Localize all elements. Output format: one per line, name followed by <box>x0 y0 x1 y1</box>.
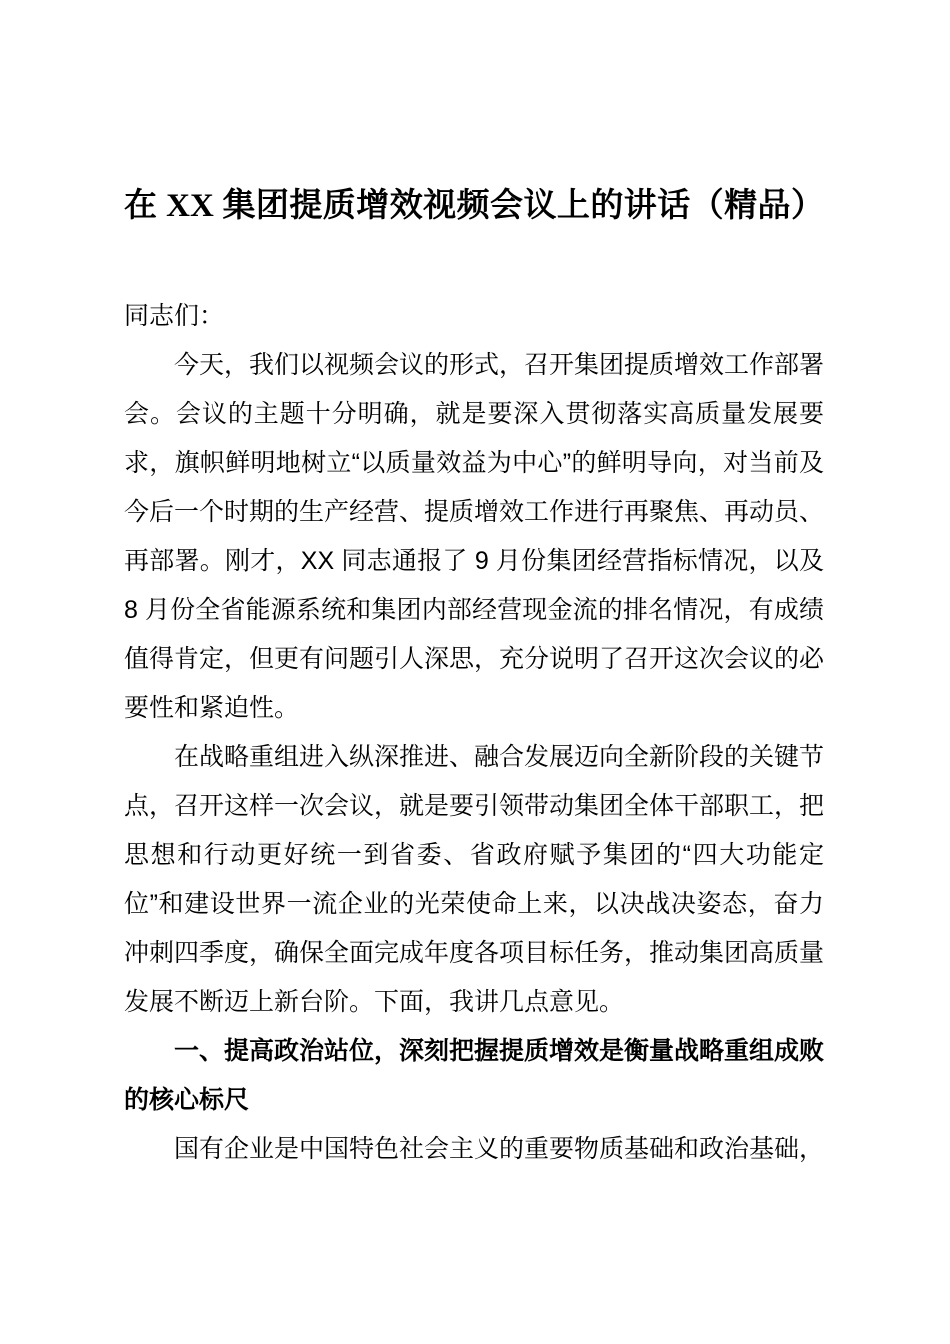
body-paragraph-1: 今天，我们以视频会议的形式，召开集团提质增效工作部署会。会议的主题十分明确，就是要深入贯彻落实高质量发展要求，旗帜鲜明地树立“以质量效益为中心”的鲜明导向，对当前及今后一个时期的生产经营、提质增效工作进行再聚焦、再动员、再部署。刚才，XX 同志通报了 9 月份集团经营指标情况，以及 8 月份全省能源系统和集团内部经营现金流的排名情况，有成绩值得肯定，但更有问题引人深思，充分说明了召开这次会议的必要性和紧迫性。 <box>124 351 825 722</box>
body-paragraph-2: 在战略重组进入纵深推进、融合发展迈向全新阶段的关键节点，召开这样一次会议，就是要引领带动集团全体干部职工，把思想和行动更好统一到省委、省政府赋予集团的“四大功能定位”和建设世界一流企业的光荣使命上来，以决战决姿态，奋力冲刺四季度，确保全面完成年度各项目标任务，推动集团高质量发展不断迈上新台阶。下面，我讲几点意见。 <box>124 743 825 1016</box>
document-content <box>124 0 824 1174</box>
salutation: 同志们： <box>124 302 225 330</box>
document-title: 在 XX 集团提质增效视频会议上的讲话（精品） <box>124 188 824 224</box>
section-body-paragraph-1: 国有企业是中国特色社会主义的重要物质基础和政治基础， <box>174 1135 825 1163</box>
section-heading-1: 一、提高政治站位，深刻把握提质增效是衡量战略重组成败的核心标尺 <box>124 1037 825 1114</box>
